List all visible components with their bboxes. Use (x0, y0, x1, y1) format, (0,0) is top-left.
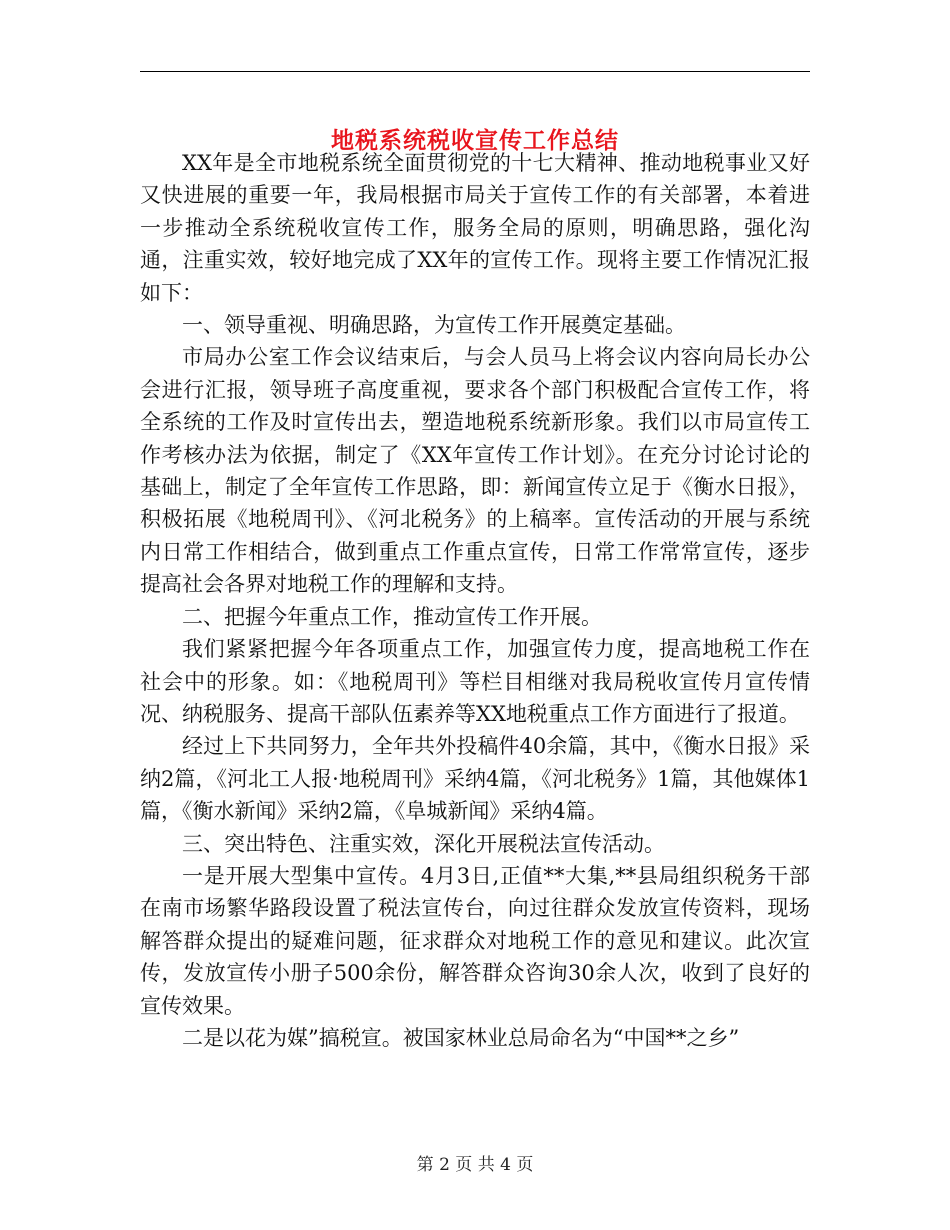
paragraph-section-1: 市局办公室工作会议结束后，与会人员马上将会议内容向局长办公会进行汇报，领导班子高度重视，要求各个部门积极配合宣传工作，将全系统的工作及时宣传出去，塑造地税系统新形象。我们以市局宣传工作考核办法为依据，制定了《XX年宣传工作计划》。在充分讨论讨论的基础上，制定了全年宣传工作思路，即：新闻宣传立足于《衡水日报》，积极拓展《地税周刊》、《河北税务》的上稿率。宣传活动的开展与系统内日常工作相结合，做到重点工作重点宣传，日常工作常常宣传，逐步提高社会各界对地税工作的理解和支持。 (140, 345, 810, 597)
paragraph-campaign-1: 一是开展大型集中宣传。4月3日,正值**大集,**县局组织税务干部在南市场繁华路段设置了税法宣传台，向过往群众发放宣传资料，现场解答群众提出的疑难问题，征求群众对地税工作的意见和建议。此次宣传，发放宣传小册子500余份，解答群众咨询30余人次，收到了良好的宣传效果。 (140, 863, 810, 1018)
document-body (140, 147, 810, 1054)
section-heading-3: 三、突出特色、注重实效，深化开展税法宣传活动。 (182, 831, 665, 856)
document-title: 地税系统税收宣传工作总结 (331, 127, 619, 155)
paragraph-campaign-2: 二是以花为媒”搞税宣。被国家林业总局命名为“中国**之乡” (182, 1025, 740, 1050)
section-heading-1: 一、领导重视、明确思路，为宣传工作开展奠定基础。 (182, 313, 686, 338)
section-heading-2: 二、把握今年重点工作，推动宣传工作开展。 (182, 604, 602, 629)
paragraph-submissions: 经过上下共同努力，全年共外投稿件40余篇，其中，《衡水日报》采纳2篇，《河北工人报·地税周刊》采纳4篇，《河北税务》1篇，其他媒体1篇，《衡水新闻》采纳2篇，《阜城新闻》采纳4篇。 (140, 734, 810, 824)
header-rule (140, 71, 810, 72)
page-indicator: 第 2 页 共 4 页 (416, 1155, 534, 1175)
paragraph-section-2: 我们紧紧把握今年各项重点工作，加强宣传力度，提高地税工作在社会中的形象。如：《地税周刊》等栏目相继对我局税收宣传月宣传情况、纳税服务、提高干部队伍素养等XX地税重点工作方面进行了报道。 (140, 637, 810, 726)
paragraph-intro: XX年是全市地税系统全面贯彻党的十七大精神、推动地税事业又好又快进展的重要一年，我局根据市局关于宣传工作的有关部署，本着进一步推动全系统税收宣传工作，服务全局的原则，明确思路，强化沟通，注重实效，较好地完成了XX年的宣传工作。现将主要工作情况汇报如下： (140, 151, 810, 305)
